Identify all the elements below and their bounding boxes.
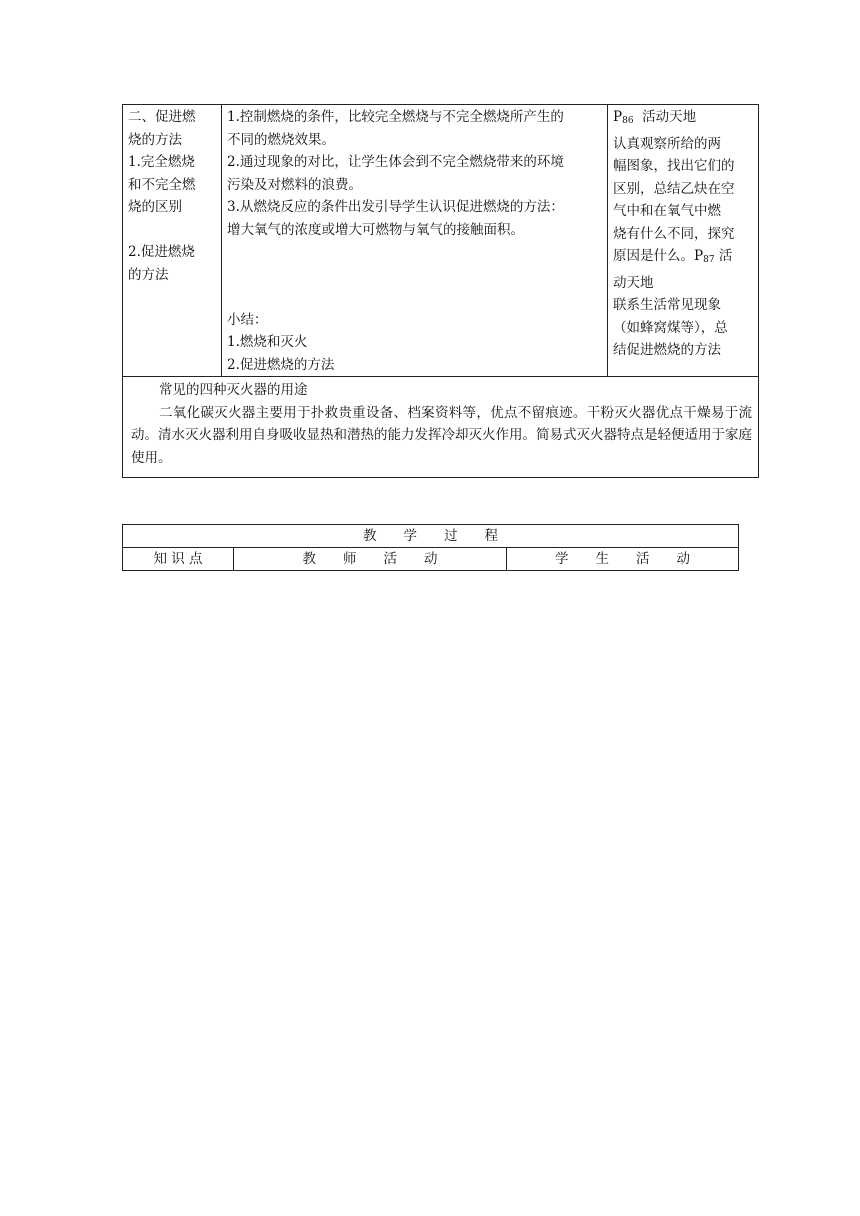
teaching-process-table [122,524,739,571]
student-activity-line: 联系生活常见现象 [613,297,721,313]
teacher-activity-line: 不同的燃烧效果。 [227,131,335,148]
knowledge-line: 烧的区别 [128,199,182,215]
knowledge-line: 和不完全燃 [128,176,196,193]
knowledge-line: 的方法 [128,266,169,283]
page-ref-title: 活动天地 [633,109,697,125]
table-row [123,525,739,548]
table-row [123,548,739,571]
lesson-table [122,104,759,478]
student-activity-line: 气中和在氧气中燃 [613,203,721,219]
header-student-activity [507,548,739,571]
student-activity-line: 认真观察所给的两 [613,135,721,152]
table-row [123,105,759,377]
teacher-activity-cell [222,105,608,377]
summary-title: 小结： [227,311,268,328]
extinguisher-title: 常见的四种灭火器的用途 [159,382,308,398]
student-activity-line: 结促进燃烧的方法 [613,342,721,358]
teacher-activity-line: 2.通过现象的对比，让学生体会到不完全燃烧带来的环境 [227,154,564,170]
knowledge-line: 2.促进燃烧 [128,244,195,260]
page-ref-text: 原因是什么。P [613,248,704,264]
teacher-activity-line: 3.从燃烧反应的条件出发引导学生认识促进燃烧的方法： [227,199,564,215]
student-activity-line: 烧有什么不同，探究 [613,225,735,242]
student-activity-cell [608,105,759,377]
student-activity-line: 动天地 [613,274,654,291]
teacher-activity-line: 1.控制燃烧的条件，比较完全燃烧与不完全燃烧所产生的 [227,109,564,125]
extinguisher-summary-cell [123,377,759,478]
student-activity-line [613,245,753,272]
page-ref-number: 87 [703,255,715,265]
header-student-activity-text: 学 生 活 动 [555,550,690,567]
header-teacher-activity [234,548,507,571]
student-activity-line: 区别，总结乙炔在空 [613,180,735,197]
summary-item: 1.燃烧和灭火 [227,334,308,350]
knowledge-point-cell [123,105,222,377]
summary-item: 2.促进燃烧的方法 [227,356,335,373]
student-activity-line: 幅图象，找出它们的 [613,158,735,174]
teacher-activity-line: 污染及对燃料的浪费。 [227,176,362,193]
teacher-activity-line: 增大氧气的浓度或增大可燃物与氧气的接触面积。 [227,221,524,238]
page-ref-line [613,106,753,133]
header-knowledge-point-text: 知 识 点 [153,550,203,567]
teaching-process-title-text: 教 学 过 程 [363,527,498,544]
teaching-process-title [123,525,739,548]
knowledge-line: 烧的方法 [128,131,182,148]
knowledge-line: 1.完全燃烧 [128,154,195,170]
knowledge-line: 二、促进燃 [128,109,196,125]
knowledge-line [128,219,216,242]
extinguisher-text: 二氧化碳灭火器主要用于扑救贵重设备、档案资料等，优点不留痕迹。干粉灭火器优点干燥易于流动。清水灭火器利用自身吸收显热和潜热的能力发挥冷却灭火作用。简易式灭火器特点是轻便适用于家庭使用。 [131,404,752,466]
page-ref-suffix: 活 [714,248,733,264]
table-row [123,377,759,478]
page-ref-number: 86 [622,116,634,126]
student-activity-line: （如蜂窝煤等），总 [613,319,728,336]
page-ref-prefix: P [613,109,623,125]
header-knowledge-point [123,548,234,571]
header-teacher-activity-text: 教 师 活 动 [302,550,438,567]
